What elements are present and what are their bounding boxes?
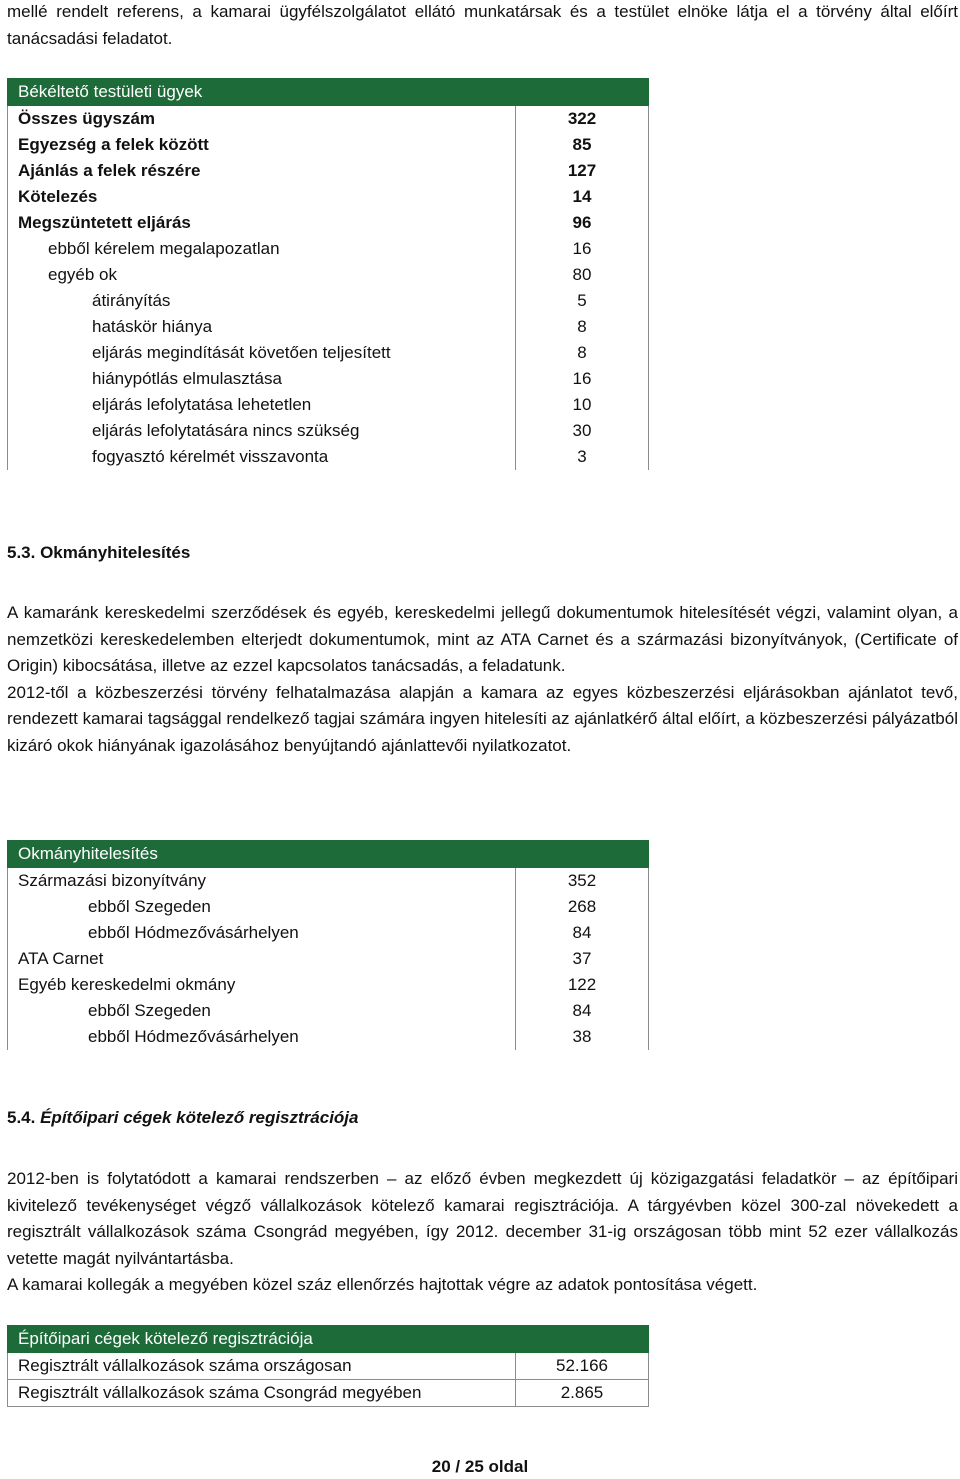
row-label: Egyezség a felek között xyxy=(8,132,516,158)
row-value: 8 xyxy=(516,314,649,340)
epitoipar-table-title: Építőipari cégek kötelező regisztrációja xyxy=(8,1326,649,1353)
row-value: 14 xyxy=(516,184,649,210)
row-label: ebből Hódmezővásárhelyen xyxy=(8,920,516,946)
row-value: 16 xyxy=(516,236,649,262)
row-value: 268 xyxy=(516,894,649,920)
table-row xyxy=(8,210,649,236)
table-row xyxy=(8,444,649,470)
table-row xyxy=(8,418,649,444)
bekelteto-table-title: Békéltető testületi ügyek xyxy=(8,79,649,106)
row-label: Származási bizonyítvány xyxy=(8,868,516,895)
table-row xyxy=(8,184,649,210)
row-label: hatáskör hiánya xyxy=(8,314,516,340)
row-label: fogyasztó kérelmét visszavonta xyxy=(8,444,516,470)
row-label: Egyéb kereskedelmi okmány xyxy=(8,972,516,998)
row-value: 10 xyxy=(516,392,649,418)
row-label: ebből Hódmezővásárhelyen xyxy=(8,1024,516,1050)
row-value: 16 xyxy=(516,366,649,392)
row-value: 8 xyxy=(516,340,649,366)
table-row xyxy=(8,314,649,340)
table-row xyxy=(8,868,649,895)
table-row xyxy=(8,946,649,972)
section-heading-5-4 xyxy=(7,1108,358,1128)
table-row xyxy=(8,106,649,133)
section-heading-5-3: 5.3. Okmányhitelesítés xyxy=(7,543,191,562)
row-value: 30 xyxy=(516,418,649,444)
row-label: ebből Szegeden xyxy=(8,998,516,1024)
row-label: egyéb ok xyxy=(8,262,516,288)
table-row xyxy=(8,236,649,262)
row-value: 84 xyxy=(516,998,649,1024)
row-value: 122 xyxy=(516,972,649,998)
table-row xyxy=(8,998,649,1024)
row-value: 96 xyxy=(516,210,649,236)
table-row xyxy=(8,894,649,920)
table-row xyxy=(8,920,649,946)
epitoipar-paragraph-1: 2012-ben is folytatódott a kamarai rendszerben – az előző évben megkezdett új közigazgatási feladatkör – az építőipari kivitelező tevékenységet végző vállalkozások kötelező kamarai regisztrációja. A tárgyévben közel 300-zal növekedett a regisztrált vállalkozások száma Csongrád megyében, így 2012. december 31-ig országosan több mint 52 ezer vállalkozás vetette magát nyilvántartásba. xyxy=(7,1169,958,1268)
row-value: 5 xyxy=(516,288,649,314)
row-label: eljárás megindítását követően teljesített xyxy=(8,340,516,366)
row-value: 2.865 xyxy=(516,1380,649,1407)
section-title: Építőipari cégek kötelező regisztrációja xyxy=(40,1108,359,1127)
row-label: Összes ügyszám xyxy=(8,106,516,133)
row-label: Ajánlás a felek részére xyxy=(8,158,516,184)
table-row xyxy=(8,1024,649,1050)
row-value: 85 xyxy=(516,132,649,158)
row-label: eljárás lefolytatására nincs szükség xyxy=(8,418,516,444)
row-value: 322 xyxy=(516,106,649,133)
table-row xyxy=(8,340,649,366)
okmany-paragraph-2: 2012-től a közbeszerzési törvény felhatalmazása alapján a kamara az egyes közbeszerzési eljárásokban ajánlatot tevő, rendezett kamarai tagsággal rendelkező tagjai számára ingyen hitelesíti az ajánlatkérő által előírt, a közbeszerzési pályázatból kizáró okok hiányának igazolásához benyújtandó ajánlattevői nyilatkozatot. xyxy=(7,682,958,755)
row-label: ebből kérelem megalapozatlan xyxy=(8,236,516,262)
bekelteto-table xyxy=(7,78,649,470)
epitoipar-table xyxy=(7,1325,649,1407)
table-row xyxy=(8,1380,649,1407)
row-value: 37 xyxy=(516,946,649,972)
row-label: ebből Szegeden xyxy=(8,894,516,920)
row-value: 127 xyxy=(516,158,649,184)
table-row xyxy=(8,288,649,314)
epitoipar-paragraph-2: A kamarai kollegák a megyében közel száz ellenőrzés hajtottak végre az adatok pontosítása végett. xyxy=(7,1275,758,1294)
okmany-paragraph-1: A kamaránk kereskedelmi szerződések és egyéb, kereskedelmi jellegű dokumentumok hitelesítését végzi, valamint olyan, a nemzetközi kereskedelemben elterjedt dokumentumok, mint az ATA Carnet és a származási bizonyítványok, (Certificate of Origin) kibocsátása, illetve az ezzel kapcsolatos tanácsadás, a feladatunk. xyxy=(7,603,958,675)
table-row xyxy=(8,972,649,998)
row-value: 352 xyxy=(516,868,649,895)
table-row xyxy=(8,132,649,158)
row-label: Regisztrált vállalkozások száma országosan xyxy=(8,1353,516,1380)
row-value: 3 xyxy=(516,444,649,470)
table-row xyxy=(8,392,649,418)
row-label: hiánypótlás elmulasztása xyxy=(8,366,516,392)
row-label: ATA Carnet xyxy=(8,946,516,972)
table-row xyxy=(8,262,649,288)
page-number: 20 / 25 oldal xyxy=(431,1457,529,1476)
row-value: 52.166 xyxy=(516,1353,649,1380)
intro-paragraph: mellé rendelt referens, a kamarai ügyfélszolgálatot ellátó munkatársak és a testület elnöke látja el a törvény által előírt tanácsadási feladatot. xyxy=(7,2,958,48)
row-label: Kötelezés xyxy=(8,184,516,210)
table-row xyxy=(8,158,649,184)
row-value: 84 xyxy=(516,920,649,946)
row-label: Regisztrált vállalkozások száma Csongrád megyében xyxy=(8,1380,516,1407)
row-label: Megszüntetett eljárás xyxy=(8,210,516,236)
row-label: eljárás lefolytatása lehetetlen xyxy=(8,392,516,418)
section-number: 5.4. xyxy=(7,1108,36,1127)
okmany-table-title: Okmányhitelesítés xyxy=(8,841,649,868)
row-label: átirányítás xyxy=(8,288,516,314)
row-value: 80 xyxy=(516,262,649,288)
okmany-table xyxy=(7,840,649,1050)
table-row xyxy=(8,366,649,392)
row-value: 38 xyxy=(516,1024,649,1050)
table-row xyxy=(8,1353,649,1380)
